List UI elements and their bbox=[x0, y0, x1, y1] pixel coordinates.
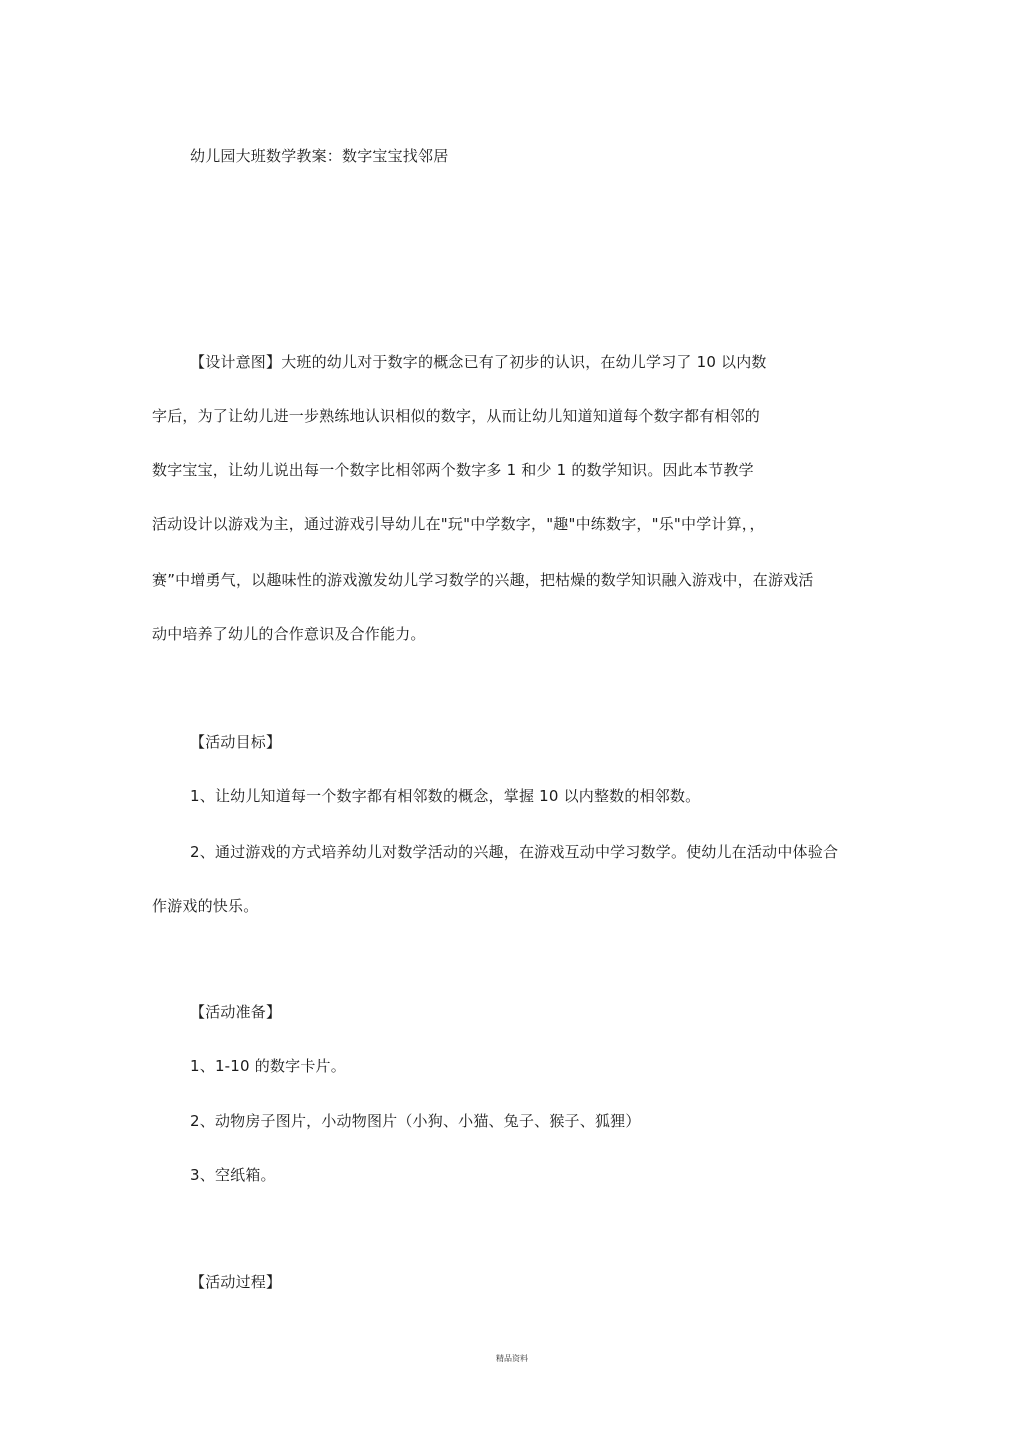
design-intent-line-2: 字后，为了让幼儿进一步熟练地认识相似的数字，从而让幼儿知道知道每个数字都有相邻的 bbox=[152, 407, 761, 425]
goal-item-2: 2、通过游戏的方式培养幼儿对数学活动的兴趣，在游戏互动中学习数学。使幼儿在活动中体验合 bbox=[190, 843, 839, 861]
design-intent-line-3: 数字宝宝，让幼儿说出每一个数字比相邻两个数字多 1 和少 1 的数学知识。因此本节教学 bbox=[152, 461, 754, 479]
design-intent-line-5: 赛”中增勇气，以趣味性的游戏激发幼儿学习数学的兴趣，把枯燥的数学知识融入游戏中，在游戏活 bbox=[152, 571, 814, 589]
page-footer: 精品资料 bbox=[496, 1354, 528, 1363]
prep-item-3: 3、空纸箱。 bbox=[190, 1166, 276, 1184]
design-intent-line-6: 动中培养了幼儿的合作意识及合作能力。 bbox=[152, 625, 426, 643]
prep-item-1: 1、1-10 的数字卡片。 bbox=[190, 1057, 346, 1075]
goal-item-2-continued: 作游戏的快乐。 bbox=[152, 897, 259, 915]
document-title: 幼儿园大班数学教案：数字宝宝找邻居 bbox=[190, 147, 449, 165]
goal-item-1: 1、让幼儿知道每一个数字都有相邻数的概念，掌握 10 以内整数的相邻数。 bbox=[190, 787, 701, 805]
prep-item-2: 2、动物房子图片，小动物图片（小狗、小猫、兔子、猴子、狐狸） bbox=[190, 1112, 641, 1130]
process-heading: 【活动过程】 bbox=[190, 1273, 282, 1291]
goals-heading: 【活动目标】 bbox=[190, 733, 282, 751]
design-intent-line-1: 【设计意图】大班的幼儿对于数字的概念已有了初步的认识，在幼儿学习了 10 以内数 bbox=[190, 353, 767, 371]
design-intent-line-4: 活动设计以游戏为主，通过游戏引导幼儿在"玩"中学数字，"趣"中练数字，"乐"中学计算，， bbox=[152, 515, 765, 533]
prep-heading: 【活动准备】 bbox=[190, 1003, 282, 1021]
